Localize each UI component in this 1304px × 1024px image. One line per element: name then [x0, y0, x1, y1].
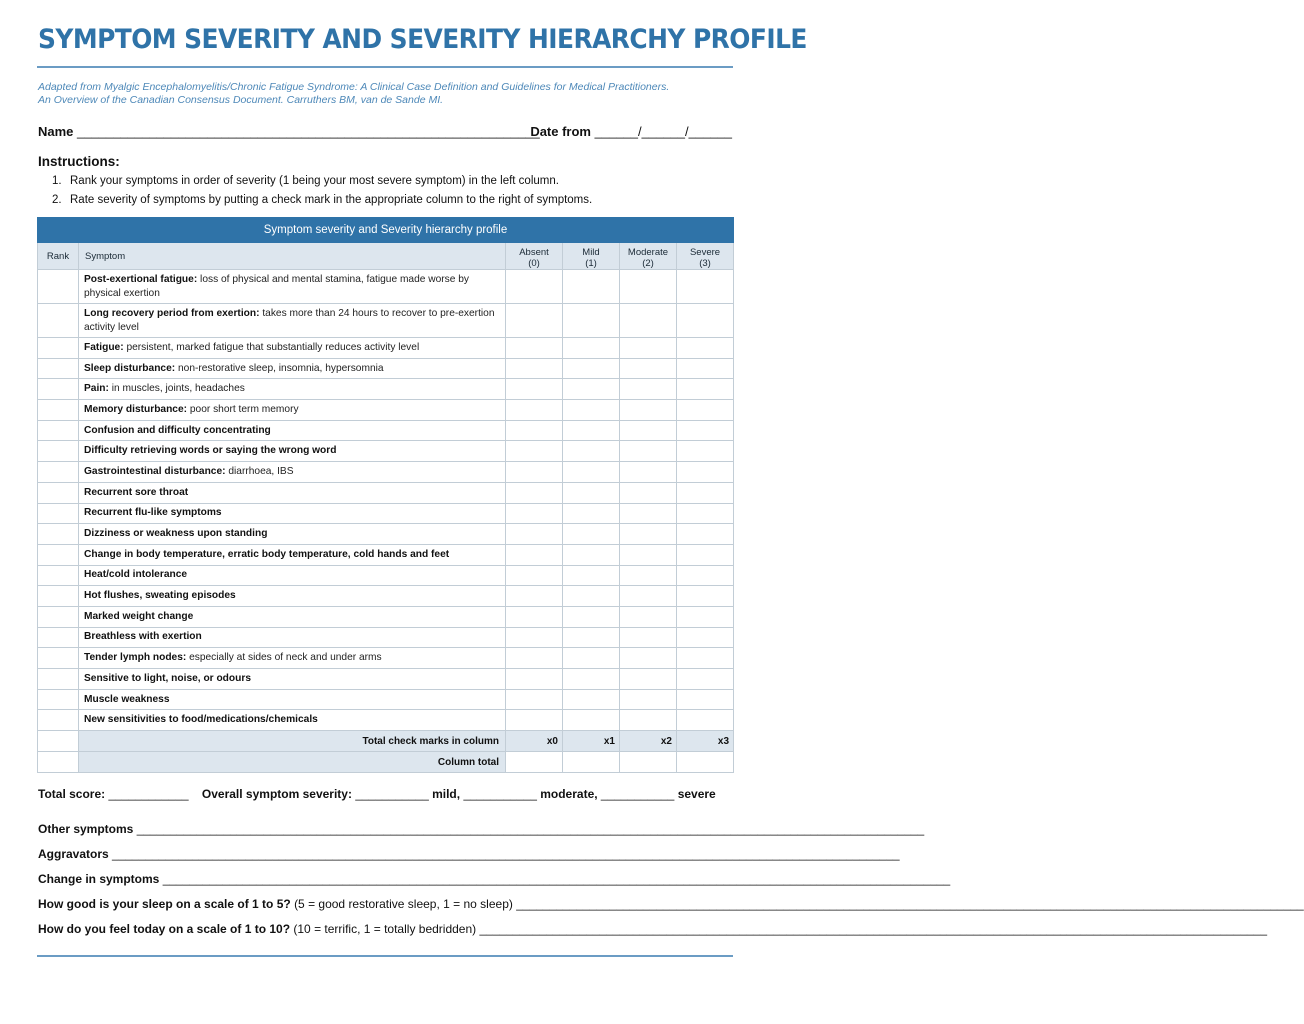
absent-check-cell[interactable] [506, 710, 563, 731]
date-field[interactable]: ______/______/______ [594, 124, 732, 139]
symptom-description: diarrhoea, IBS [225, 465, 294, 477]
moderate-check-cell[interactable] [620, 524, 677, 545]
absent-check-cell[interactable] [506, 669, 563, 690]
sleep-scale-hint: (5 = good restorative sleep, 1 = no sleep) [294, 897, 513, 911]
moderate-check-cell[interactable] [620, 420, 677, 441]
moderate-check-cell[interactable] [620, 503, 677, 524]
severe-check-cell[interactable] [677, 338, 734, 359]
mild-total-cell[interactable]: x1 [563, 731, 620, 752]
absent-check-cell[interactable] [506, 503, 563, 524]
severe-total-cell[interactable]: x3 [677, 731, 734, 752]
symptom-row [38, 710, 734, 731]
rank-cell[interactable] [38, 462, 79, 483]
mild-check-cell[interactable] [563, 524, 620, 545]
symptom-row [38, 565, 734, 586]
column-total-row [38, 752, 734, 773]
aggravators-label: Aggravators [38, 847, 109, 861]
absent-check-cell[interactable] [506, 565, 563, 586]
symptom-cell [79, 338, 506, 359]
source-line-1: Adapted from Myalgic Encephalomyelitis/Chronic Fatigue Syndrome: A Clinical Case Definition and Guidelines for Medical Practitioners. [38, 81, 670, 93]
overall-severity-label: Overall symptom severity: [201, 787, 352, 801]
absent-total-cell[interactable]: x0 [506, 731, 563, 752]
symptom-description: loss of physical and mental stamina, fatigue made worse by physical exertion [84, 273, 470, 299]
change-in-symptoms-row [38, 872, 951, 886]
mild-check-cell[interactable] [563, 565, 620, 586]
name-field[interactable]: ________________________________________________________________ [77, 124, 540, 139]
sleep-question: How good is your sleep on a scale of 1 to 5? [38, 897, 291, 911]
symptom-name: Heat/cold intolerance [84, 569, 188, 581]
symptom-name: Tender lymph nodes: [84, 652, 187, 664]
mild-check-cell[interactable] [563, 379, 620, 400]
column-header-mild: Mild (1) [563, 243, 620, 270]
empty-cell [38, 731, 79, 752]
feel-question-row [38, 922, 1268, 936]
mild-check-cell[interactable] [563, 544, 620, 565]
change-in-symptoms-field[interactable]: ______________________________________________________________________________________________________________________ [162, 872, 951, 886]
symptom-row [38, 648, 734, 669]
severe-check-cell[interactable] [677, 689, 734, 710]
symptom-cell [79, 270, 506, 304]
absent-check-cell[interactable] [506, 304, 563, 338]
symptom-description: in muscles, joints, headaches [108, 383, 245, 395]
severe-check-cell[interactable] [677, 358, 734, 379]
date-group [530, 124, 732, 139]
symptom-cell [79, 648, 506, 669]
rank-cell[interactable] [38, 503, 79, 524]
severe-check-cell[interactable] [677, 565, 734, 586]
absent-check-cell[interactable] [506, 586, 563, 607]
moderate-check-cell[interactable] [620, 358, 677, 379]
moderate-check-cell[interactable] [620, 627, 677, 648]
rank-cell[interactable] [38, 358, 79, 379]
moderate-check-cell[interactable] [620, 270, 677, 304]
moderate-check-cell[interactable] [620, 669, 677, 690]
symptom-cell [79, 586, 506, 607]
rank-cell[interactable] [38, 441, 79, 462]
severe-check-cell[interactable] [677, 304, 734, 338]
symptom-row [38, 544, 734, 565]
moderate-check-cell[interactable] [620, 441, 677, 462]
table-header-row [38, 243, 734, 270]
column-header-rank: Rank [38, 243, 79, 270]
rank-cell[interactable] [38, 270, 79, 304]
symptom-row [38, 606, 734, 627]
moderate-check-cell[interactable] [620, 462, 677, 483]
symptom-cell [79, 524, 506, 545]
symptom-row [38, 270, 734, 304]
symptom-name: Pain: [84, 383, 109, 395]
symptom-name: Recurrent sore throat [84, 486, 189, 498]
symptom-cell [79, 710, 506, 731]
mild-check-cell[interactable] [563, 606, 620, 627]
name-label: Name [38, 124, 74, 139]
mild-check-cell[interactable] [563, 586, 620, 607]
absent-check-cell[interactable] [506, 420, 563, 441]
severe-field[interactable]: ___________ [600, 787, 675, 801]
absent-column-total-cell[interactable] [506, 752, 563, 773]
mild-check-cell[interactable] [563, 482, 620, 503]
mild-check-cell[interactable] [563, 669, 620, 690]
symptom-table [37, 217, 734, 773]
symptom-name: Hot flushes, sweating episodes [84, 590, 236, 602]
severe-check-cell[interactable] [677, 462, 734, 483]
column-header-severe: Severe (3) [677, 243, 734, 270]
rank-cell[interactable] [38, 544, 79, 565]
symptom-cell [79, 420, 506, 441]
instruction-number: 1. [52, 175, 62, 187]
mild-column-total-cell[interactable] [563, 752, 620, 773]
rank-cell[interactable] [38, 689, 79, 710]
instruction-item [52, 175, 559, 187]
symptom-name: Change in body temperature, erratic body temperature, cold hands and feet [84, 548, 450, 560]
mild-label: mild, [432, 787, 461, 801]
symptom-cell [79, 627, 506, 648]
moderate-check-cell[interactable] [620, 338, 677, 359]
sleep-answer-field[interactable]: ______________________________________________________________________________________________________________________ [516, 897, 1304, 911]
mild-check-cell[interactable] [563, 627, 620, 648]
severe-check-cell[interactable] [677, 503, 734, 524]
sleep-question-row [38, 897, 1304, 911]
symptom-name: Post-exertional fatigue: [84, 273, 198, 285]
moderate-check-cell[interactable] [620, 565, 677, 586]
rank-cell[interactable] [38, 565, 79, 586]
absent-check-cell[interactable] [506, 462, 563, 483]
feel-scale-hint: (10 = terrific, 1 = totally bedridden) [293, 922, 477, 936]
mild-check-cell[interactable] [563, 358, 620, 379]
moderate-field[interactable]: ___________ [463, 787, 537, 801]
symptom-name: Fatigue: [84, 341, 124, 353]
severe-check-cell[interactable] [677, 441, 734, 462]
symptom-name: Sleep disturbance: [84, 362, 176, 374]
feel-question: How do you feel today on a scale of 1 to 10? [38, 922, 291, 936]
symptom-row [38, 379, 734, 400]
page-title: SYMPTOM SEVERITY AND SEVERITY HIERARCHY PROFILE [38, 24, 807, 55]
rank-cell[interactable] [38, 669, 79, 690]
symptom-description: persistent, marked fatigue that substantially reduces activity level [123, 341, 420, 353]
total-check-marks-label: Total check marks in column [79, 731, 506, 752]
other-symptoms-label: Other symptoms [38, 822, 134, 836]
total-score-field[interactable]: ____________ [108, 787, 189, 801]
symptom-name: Long recovery period from exertion: [84, 307, 260, 319]
instruction-number: 2. [52, 194, 62, 206]
total-score-row [38, 787, 734, 801]
total-score-label: Total score: [38, 787, 106, 801]
absent-check-cell[interactable] [506, 338, 563, 359]
symptom-row [38, 420, 734, 441]
mild-field[interactable]: ___________ [355, 787, 429, 801]
mild-check-cell[interactable] [563, 648, 620, 669]
severe-check-cell[interactable] [677, 669, 734, 690]
symptom-cell [79, 304, 506, 338]
absent-check-cell[interactable] [506, 441, 563, 462]
moderate-check-cell[interactable] [620, 710, 677, 731]
column-header-moderate: Moderate (2) [620, 243, 677, 270]
feel-answer-field[interactable]: ______________________________________________________________________________________________________________________ [479, 922, 1268, 936]
symptom-cell [79, 669, 506, 690]
symptom-name: Memory disturbance: [84, 403, 188, 415]
absent-check-cell[interactable] [506, 544, 563, 565]
symptom-cell [79, 379, 506, 400]
column-header-symptom: Symptom [79, 243, 506, 270]
moderate-label: moderate, [540, 787, 598, 801]
moderate-check-cell[interactable] [620, 606, 677, 627]
symptom-cell [79, 544, 506, 565]
other-symptoms-field[interactable]: ______________________________________________________________________________________________________________________ [136, 822, 925, 836]
severe-check-cell[interactable] [677, 648, 734, 669]
instruction-text: Rate severity of symptoms by putting a check mark in the appropriate column to the right of symptoms. [70, 194, 593, 206]
symptom-name: Marked weight change [84, 610, 194, 622]
absent-check-cell[interactable] [506, 379, 563, 400]
severe-check-cell[interactable] [677, 420, 734, 441]
moderate-check-cell[interactable] [620, 648, 677, 669]
symptom-row [38, 441, 734, 462]
symptom-row [38, 400, 734, 421]
column-header-absent: Absent (0) [506, 243, 563, 270]
symptom-row [38, 462, 734, 483]
symptom-row [38, 669, 734, 690]
severe-check-cell[interactable] [677, 544, 734, 565]
mild-check-cell[interactable] [563, 689, 620, 710]
moderate-check-cell[interactable] [620, 400, 677, 421]
severe-check-cell[interactable] [677, 627, 734, 648]
aggravators-field[interactable]: ______________________________________________________________________________________________________________________ [112, 847, 900, 861]
symptom-row [38, 503, 734, 524]
symptom-row [38, 586, 734, 607]
instruction-text: Rank your symptoms in order of severity (1 being your most severe symptom) in the left column. [70, 175, 559, 187]
absent-check-cell[interactable] [506, 606, 563, 627]
rank-cell[interactable] [38, 648, 79, 669]
symptom-name: New sensitivities to food/medications/chemicals [84, 714, 318, 726]
absent-check-cell[interactable] [506, 689, 563, 710]
mild-check-cell[interactable] [563, 710, 620, 731]
moderate-check-cell[interactable] [620, 379, 677, 400]
moderate-total-cell[interactable]: x2 [620, 731, 677, 752]
symptom-rows [38, 270, 734, 731]
mild-check-cell[interactable] [563, 270, 620, 304]
severe-check-cell[interactable] [677, 606, 734, 627]
bottom-divider [37, 955, 733, 957]
severe-check-cell[interactable] [677, 482, 734, 503]
symptom-cell [79, 400, 506, 421]
date-label: Date from [530, 124, 591, 139]
symptom-row [38, 358, 734, 379]
severe-check-cell[interactable] [677, 524, 734, 545]
name-date-row [38, 124, 732, 139]
mild-check-cell[interactable] [563, 400, 620, 421]
other-symptoms-row [38, 822, 925, 836]
symptom-cell [79, 441, 506, 462]
severe-check-cell[interactable] [677, 710, 734, 731]
severe-check-cell[interactable] [677, 400, 734, 421]
empty-cell [38, 752, 79, 773]
symptom-name: Recurrent flu-like symptoms [84, 507, 222, 519]
mild-check-cell[interactable] [563, 420, 620, 441]
symptom-row [38, 627, 734, 648]
symptom-row [38, 524, 734, 545]
absent-check-cell[interactable] [506, 627, 563, 648]
symptom-name: Difficulty retrieving words or saying the wrong word [84, 445, 337, 457]
absent-check-cell[interactable] [506, 400, 563, 421]
severe-check-cell[interactable] [677, 379, 734, 400]
rank-cell[interactable] [38, 627, 79, 648]
symptom-cell [79, 606, 506, 627]
symptom-name: Gastrointestinal disturbance: [84, 465, 226, 477]
rank-cell[interactable] [38, 524, 79, 545]
symptom-description: non-restorative sleep, insomnia, hypersomnia [175, 362, 384, 374]
mild-check-cell[interactable] [563, 462, 620, 483]
mild-check-cell[interactable] [563, 304, 620, 338]
table-title: Symptom severity and Severity hierarchy profile [38, 218, 734, 243]
symptom-cell [79, 689, 506, 710]
rank-cell[interactable] [38, 420, 79, 441]
symptom-cell [79, 358, 506, 379]
moderate-check-cell[interactable] [620, 544, 677, 565]
absent-check-cell[interactable] [506, 270, 563, 304]
rank-cell[interactable] [38, 482, 79, 503]
moderate-check-cell[interactable] [620, 304, 677, 338]
symptom-row [38, 482, 734, 503]
symptom-name: Breathless with exertion [84, 631, 202, 643]
absent-check-cell[interactable] [506, 648, 563, 669]
symptom-row [38, 304, 734, 338]
severe-column-total-cell[interactable] [677, 752, 734, 773]
severe-check-cell[interactable] [677, 270, 734, 304]
symptom-cell [79, 565, 506, 586]
moderate-check-cell[interactable] [620, 482, 677, 503]
aggravators-row [38, 847, 900, 861]
severe-check-cell[interactable] [677, 586, 734, 607]
instructions-heading: Instructions: [38, 154, 120, 169]
symptom-name: Muscle weakness [84, 693, 170, 705]
rank-cell[interactable] [38, 586, 79, 607]
symptom-cell [79, 462, 506, 483]
change-in-symptoms-label: Change in symptoms [38, 872, 160, 886]
rank-cell[interactable] [38, 379, 79, 400]
absent-check-cell[interactable] [506, 358, 563, 379]
symptom-name: Confusion and difficulty concentrating [84, 424, 271, 436]
rank-cell[interactable] [38, 710, 79, 731]
title-divider [37, 66, 733, 68]
source-line-2: An Overview of the Canadian Consensus Document. Carruthers BM, van de Sande MI. [38, 94, 444, 106]
column-total-label: Column total [79, 752, 506, 773]
symptom-cell [79, 503, 506, 524]
symptom-description: especially at sides of neck and under arms [186, 652, 382, 664]
absent-check-cell[interactable] [506, 524, 563, 545]
symptom-row [38, 338, 734, 359]
severe-label: severe [677, 787, 716, 801]
rank-cell[interactable] [38, 606, 79, 627]
symptom-description: poor short term memory [187, 403, 299, 415]
instruction-item [52, 194, 592, 206]
total-check-marks-row [38, 731, 734, 752]
symptom-row [38, 689, 734, 710]
symptom-description: takes more than 24 hours to recover to pre-exertion activity level [84, 307, 495, 333]
mild-check-cell[interactable] [563, 441, 620, 462]
symptom-cell [79, 482, 506, 503]
moderate-check-cell[interactable] [620, 689, 677, 710]
absent-check-cell[interactable] [506, 482, 563, 503]
symptom-name: Sensitive to light, noise, or odours [84, 672, 251, 684]
rank-cell[interactable] [38, 338, 79, 359]
mild-check-cell[interactable] [563, 338, 620, 359]
mild-check-cell[interactable] [563, 503, 620, 524]
symptom-name: Dizziness or weakness upon standing [84, 528, 268, 540]
moderate-column-total-cell[interactable] [620, 752, 677, 773]
source-citation [38, 81, 738, 107]
rank-cell[interactable] [38, 304, 79, 338]
moderate-check-cell[interactable] [620, 586, 677, 607]
rank-cell[interactable] [38, 400, 79, 421]
